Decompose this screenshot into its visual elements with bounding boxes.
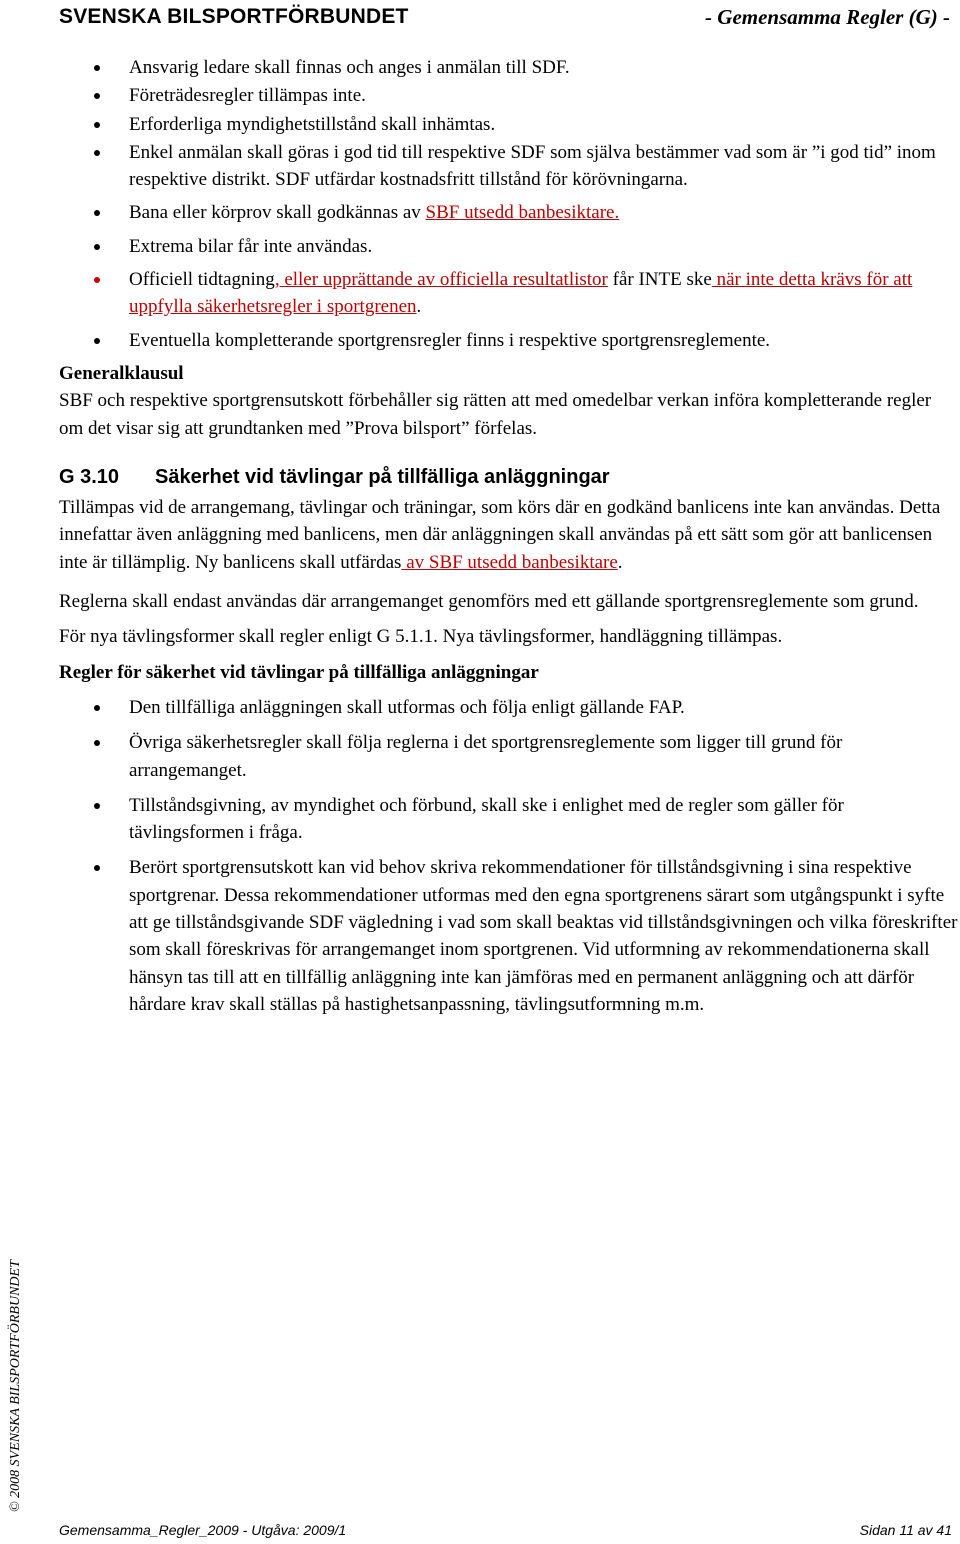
revised-text: av SBF utsedd banbesiktare bbox=[401, 551, 618, 573]
list-item-text: får INTE ske bbox=[607, 269, 712, 291]
footer-page-number: Sidan 11 av 41 bbox=[859, 1522, 952, 1538]
section-number: G 3.10 bbox=[59, 465, 120, 488]
general-clause-heading: Generalklausul bbox=[59, 362, 184, 384]
list-item: Företrädesregler tillämpas inte. bbox=[59, 82, 959, 109]
section-heading bbox=[59, 464, 959, 491]
section-paragraph: Reglerna skall endast användas där arrangemanget genomförs med ett gällande sportgrensreglemente som grund. bbox=[59, 591, 919, 613]
list-item bbox=[59, 266, 959, 321]
header-org: SVENSKA BILSPORTFÖRBUNDET bbox=[59, 5, 409, 28]
list-item-text: Bana eller körprov skall godkännas av bbox=[129, 202, 426, 224]
list-item: Enkel anmälan skall göras i god tid till respektive SDF som själva bestämmer vad som är ”i god tid” inom respektive distrikt. SDF utfärdar kostnadsfritt tillstånd för körövningarna. bbox=[59, 139, 959, 194]
header-section: - Gemensamma Regler (G) - bbox=[705, 5, 950, 29]
paragraph-text: Tillämpas vid de arrangemang, tävlingar och träningar, som körs där en godkänd banlicens inte kan användas. Detta innefattar även anläggning med banlicens, men där anläggningen skall användas på ett sätt som gör att banlicensen inte är tillämplig. Ny banlicens skall utfärdas bbox=[59, 497, 941, 573]
list-item bbox=[59, 199, 959, 226]
document-body bbox=[59, 54, 959, 1026]
list-item: Tillståndsgivning, av myndighet och förbund, skall ske i enlighet med de regler som gäller för tävlingsformen i fråga. bbox=[59, 792, 959, 847]
list-item-text: . bbox=[416, 296, 422, 318]
revised-text: , eller upprättande av officiella resultatlistor bbox=[274, 269, 608, 291]
list-item: Erforderliga myndighetstillstånd skall inhämtas. bbox=[59, 111, 959, 138]
list-item: Ansvarig ledare skall finnas och anges i anmälan till SDF. bbox=[59, 54, 959, 81]
bullet-list-safety bbox=[59, 694, 959, 1018]
paragraph-text: . bbox=[617, 551, 623, 573]
footer-document: Gemensamma_Regler_2009 - Utgåva: 2009/1 bbox=[59, 1522, 347, 1538]
general-clause-text: SBF och respektive sportgrensutskott förbehåller sig rätten att med omedelbar verkan införa kompletterande regler om det visar sig att grundtanken med ”Prova bilsport” förfelas. bbox=[59, 390, 932, 439]
list-item-text: Officiell tidtagning bbox=[129, 269, 275, 291]
copyright-sidebar: © 2008 SVENSKA BILSPORTFÖRBUNDET bbox=[8, 1260, 23, 1512]
revised-text: SBF utsedd banbesiktare. bbox=[425, 202, 620, 224]
subheading: Regler för säkerhet vid tävlingar på tillfälliga anläggningar bbox=[59, 661, 539, 683]
list-item: Eventuella kompletterande sportgrensregler finns i respektive sportgrensreglemente. bbox=[59, 327, 959, 354]
list-item: Den tillfälliga anläggningen skall utformas och följa enligt gällande FAP. bbox=[59, 694, 959, 721]
list-item: Extrema bilar får inte användas. bbox=[59, 233, 959, 260]
section-title: Säkerhet vid tävlingar på tillfälliga anläggningar bbox=[155, 465, 610, 488]
list-item: Berört sportgrensutskott kan vid behov skriva rekommendationer för tillståndsgivning i sina respektive sportgrenar. Dessa rekommendationer utformas med den egna sportgrenens särart som utgångspunkt i syfte att ge tillståndsgivande SDF vägledning i vad som skall beaktas vid tillståndsgivningen och vilka föreskrifter som skall föreskrivas för arrangemanget inom sportgrenen. Vid utformning av rekommendationerna skall hänsyn tas till att en tillfällig anläggning inte kan jämföras med en permanent anläggning och att därför hårdare krav skall ställas på hastighetsanpassning, tävlingsutformning m.m. bbox=[59, 854, 959, 1018]
bullet-list-conditions bbox=[59, 54, 959, 354]
section-paragraph: För nya tävlingsformer skall regler enligt G 5.1.1. Nya tävlingsformer, handläggning tillämpas. bbox=[59, 626, 783, 648]
revised-text: när inte detta krävs för att uppfylla säkerhetsregler i sportgrenen bbox=[129, 269, 913, 318]
section-paragraph bbox=[59, 494, 959, 576]
list-item: Övriga säkerhetsregler skall följa reglerna i det sportgrensreglemente som ligger till grund för arrangemanget. bbox=[59, 729, 959, 784]
